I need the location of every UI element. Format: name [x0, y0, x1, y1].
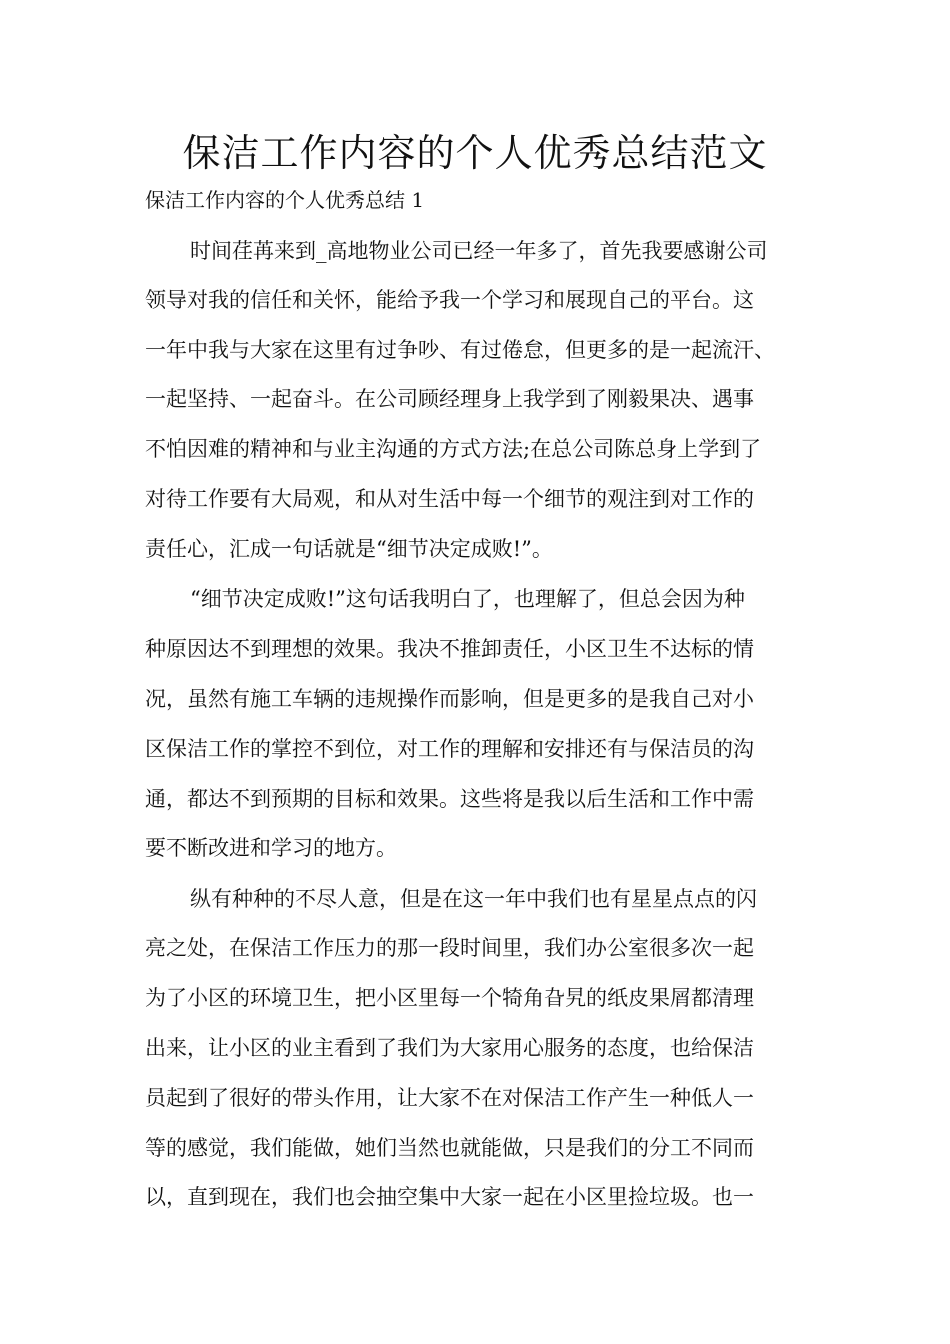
paragraph-line: 以，直到现在，我们也会抽空集中大家一起在小区里捡垃圾。也一 — [145, 1185, 754, 1209]
paragraph-line: 区保洁工作的掌控不到位，对工作的理解和安排还有与保洁员的沟 — [145, 737, 754, 761]
paragraph-line: 亮之处，在保洁工作压力的那一段时间里，我们办公室很多次一起 — [145, 936, 754, 960]
paragraph-line: 纵有种种的不尽人意，但是在这一年中我们也有星星点点的闪 — [190, 887, 757, 911]
paragraph-line: 要不断改进和学习的地方。 — [145, 836, 397, 860]
paragraph-line: 为了小区的环境卫生，把小区里每一个犄角旮旯的纸皮果屑都清理 — [145, 986, 754, 1010]
paragraph-line: 责任心，汇成一句话就是“细节决定成败!”。 — [145, 537, 553, 561]
paragraph-line: 况，虽然有施工车辆的违规操作而影响，但是更多的是我自己对小 — [145, 687, 754, 711]
paragraph-line: 通，都达不到预期的目标和效果。这些将是我以后生活和工作中需 — [145, 787, 754, 811]
paragraph-line: 一起坚持、一起奋斗。在公司顾经理身上我学到了刚毅果决、遇事 — [145, 387, 754, 411]
section-heading: 保洁工作内容的个人优秀总结 1 — [145, 188, 425, 212]
paragraph-line: 种原因达不到理想的效果。我决不推卸责任，小区卫生不达标的情 — [145, 637, 754, 661]
paragraph-line: 员起到了很好的带头作用，让大家不在对保洁工作产生一种低人一 — [145, 1086, 754, 1110]
paragraph-line: “细节决定成败!”这句话我明白了，也理解了，但总会因为种 — [190, 587, 745, 611]
paragraph-line: 对待工作要有大局观，和从对生活中每一个细节的观注到对工作的 — [145, 487, 754, 511]
paragraph-line: 领导对我的信任和关怀，能给予我一个学习和展现自己的平台。这 — [145, 288, 754, 312]
paragraph-line: 时间荏苒来到_高地物业公司已经一年多了，首先我要感谢公司 — [190, 239, 768, 263]
paragraph-line: 出来，让小区的业主看到了我们为大家用心服务的态度，也给保洁 — [145, 1036, 754, 1060]
paragraph-line: 不怕因难的精神和与业主沟通的方式方法;在总公司陈总身上学到了 — [145, 437, 762, 461]
paragraph-line: 等的感觉，我们能做，她们当然也就能做，只是我们的分工不同而 — [145, 1136, 754, 1160]
paragraph-line: 一年中我与大家在这里有过争吵、有过倦怠，但更多的是一起流汗、 — [145, 338, 775, 362]
document-title: 保洁工作内容的个人优秀总结范文 — [182, 131, 768, 175]
